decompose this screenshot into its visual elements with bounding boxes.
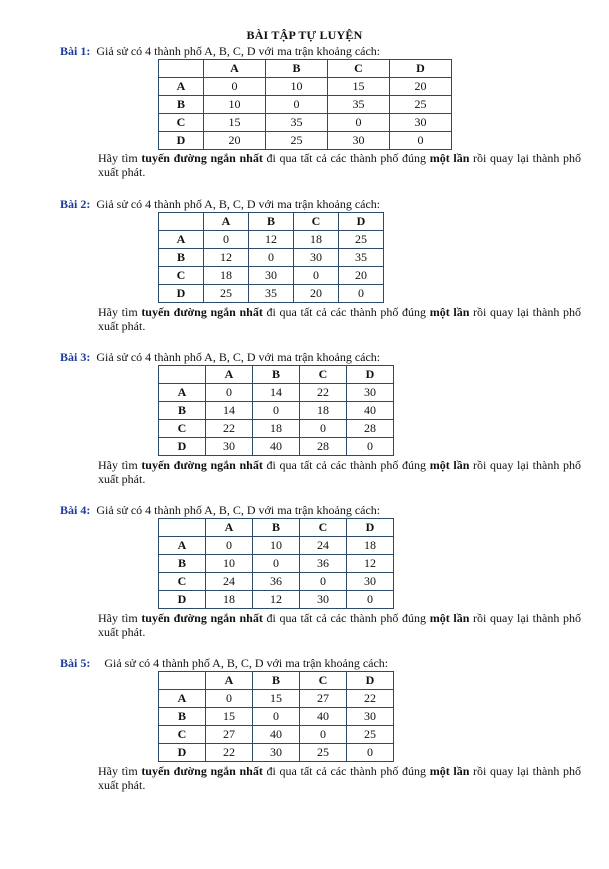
distance-cell: 12 xyxy=(347,555,394,573)
table-row xyxy=(159,726,394,744)
column-header: A xyxy=(206,519,253,537)
column-header: A xyxy=(206,672,253,690)
distance-cell: 35 xyxy=(339,249,384,267)
table-row xyxy=(159,78,452,96)
table-corner-cell xyxy=(159,366,206,384)
column-header: A xyxy=(204,60,266,78)
distance-cell: 40 xyxy=(347,402,394,420)
distance-cell: 0 xyxy=(294,267,339,285)
question-text: Hãy tìm xyxy=(98,305,142,319)
column-header: D xyxy=(347,366,394,384)
exercise-1 xyxy=(0,44,609,184)
distance-cell: 0 xyxy=(249,249,294,267)
distance-cell: 25 xyxy=(347,726,394,744)
exercise-intro: Giả sử có 4 thành phố A, B, C, D với ma trận khoảng cách: xyxy=(96,44,381,58)
distance-cell: 40 xyxy=(253,438,300,456)
question-emphasis: một lần xyxy=(429,305,470,319)
question-text: rồi quay lại thành phố xuất phát. xyxy=(98,458,581,486)
row-header: B xyxy=(159,555,206,573)
table-row xyxy=(159,591,394,609)
question-emphasis: tuyến đường ngắn nhất xyxy=(141,611,263,625)
distance-cell: 10 xyxy=(266,78,328,96)
distance-cell: 22 xyxy=(300,384,347,402)
distance-cell: 0 xyxy=(206,384,253,402)
question-text: rồi quay lại thành phố xuất phát. xyxy=(98,764,581,792)
question-text: Hãy tìm xyxy=(98,764,142,778)
distance-cell: 0 xyxy=(347,744,394,762)
distance-matrix-table xyxy=(158,59,452,150)
distance-cell: 30 xyxy=(390,114,452,132)
distance-cell: 30 xyxy=(328,132,390,150)
exercise-5 xyxy=(0,656,609,796)
distance-cell: 12 xyxy=(204,249,249,267)
column-header: B xyxy=(253,519,300,537)
column-header: B xyxy=(266,60,328,78)
distance-cell: 20 xyxy=(204,132,266,150)
distance-cell: 24 xyxy=(206,573,253,591)
column-header: D xyxy=(347,672,394,690)
distance-cell: 0 xyxy=(328,114,390,132)
table-row xyxy=(159,537,394,555)
distance-cell: 27 xyxy=(206,726,253,744)
distance-cell: 0 xyxy=(204,78,266,96)
column-header: A xyxy=(204,213,249,231)
distance-cell: 18 xyxy=(294,231,339,249)
question-emphasis: tuyến đường ngắn nhất xyxy=(141,151,263,165)
table-row xyxy=(159,402,394,420)
distance-cell: 30 xyxy=(249,267,294,285)
table-row xyxy=(159,744,394,762)
distance-cell: 14 xyxy=(253,384,300,402)
table-header-row xyxy=(159,366,394,384)
exercise-question xyxy=(98,305,581,333)
distance-cell: 25 xyxy=(204,285,249,303)
distance-cell: 10 xyxy=(206,555,253,573)
table-row xyxy=(159,384,394,402)
exercise-3 xyxy=(0,350,609,490)
question-emphasis: một lần xyxy=(429,151,470,165)
exercise-intro: Giả sử có 4 thành phố A, B, C, D với ma trận khoảng cách: xyxy=(96,503,381,517)
row-header: A xyxy=(159,78,204,96)
question-text: đi qua tất cả các thành phố đúng xyxy=(262,305,430,319)
table-row xyxy=(159,114,452,132)
table-corner-cell xyxy=(159,672,206,690)
distance-cell: 36 xyxy=(300,555,347,573)
question-emphasis: một lần xyxy=(429,458,470,472)
row-header: D xyxy=(159,132,204,150)
row-header: B xyxy=(159,96,204,114)
distance-cell: 0 xyxy=(339,285,384,303)
exercise-label: Bài 1: xyxy=(60,44,91,58)
row-header: A xyxy=(159,231,204,249)
row-header: B xyxy=(159,402,206,420)
table-row xyxy=(159,690,394,708)
exercise-intro: Giả sử có 4 thành phố A, B, C, D với ma trận khoảng cách: xyxy=(96,350,381,364)
exercise-question xyxy=(98,764,581,792)
table-row xyxy=(159,249,384,267)
distance-cell: 0 xyxy=(204,231,249,249)
distance-cell: 25 xyxy=(300,744,347,762)
page-title: BÀI TẬP TỰ LUYỆN xyxy=(246,28,363,42)
table-corner-cell xyxy=(159,213,204,231)
distance-cell: 25 xyxy=(390,96,452,114)
distance-cell: 0 xyxy=(347,438,394,456)
row-header: D xyxy=(159,438,206,456)
table-corner-cell xyxy=(159,60,204,78)
distance-cell: 15 xyxy=(204,114,266,132)
distance-cell: 20 xyxy=(294,285,339,303)
distance-cell: 0 xyxy=(206,690,253,708)
distance-cell: 22 xyxy=(206,744,253,762)
column-header: B xyxy=(253,366,300,384)
question-text: Hãy tìm xyxy=(98,151,142,165)
exercise-question xyxy=(98,151,581,179)
distance-cell: 12 xyxy=(253,591,300,609)
question-emphasis: tuyến đường ngắn nhất xyxy=(141,458,263,472)
question-emphasis: tuyến đường ngắn nhất xyxy=(141,764,263,778)
column-header: D xyxy=(390,60,452,78)
table-row xyxy=(159,573,394,591)
row-header: A xyxy=(159,690,206,708)
distance-cell: 0 xyxy=(253,402,300,420)
distance-cell: 0 xyxy=(253,708,300,726)
distance-cell: 40 xyxy=(300,708,347,726)
question-emphasis: một lần xyxy=(429,764,470,778)
distance-cell: 10 xyxy=(204,96,266,114)
distance-cell: 15 xyxy=(328,78,390,96)
exercise-label: Bài 4: xyxy=(60,503,91,517)
row-header: B xyxy=(159,249,204,267)
distance-cell: 20 xyxy=(390,78,452,96)
table-header-row xyxy=(159,519,394,537)
exercise-intro: Giả sử có 4 thành phố A, B, C, D với ma trận khoảng cách: xyxy=(104,656,389,670)
distance-cell: 18 xyxy=(253,420,300,438)
row-header: D xyxy=(159,285,204,303)
distance-cell: 15 xyxy=(253,690,300,708)
question-text: đi qua tất cả các thành phố đúng xyxy=(262,764,430,778)
distance-matrix-table xyxy=(158,212,384,303)
distance-cell: 35 xyxy=(328,96,390,114)
row-header: D xyxy=(159,591,206,609)
question-emphasis: một lần xyxy=(429,611,470,625)
distance-cell: 0 xyxy=(253,555,300,573)
question-text: đi qua tất cả các thành phố đúng xyxy=(262,611,430,625)
table-row xyxy=(159,555,394,573)
question-text: rồi quay lại thành phố xuất phát. xyxy=(98,305,581,333)
question-emphasis: tuyến đường ngắn nhất xyxy=(141,305,263,319)
distance-cell: 28 xyxy=(300,438,347,456)
distance-cell: 22 xyxy=(206,420,253,438)
distance-cell: 0 xyxy=(266,96,328,114)
column-header: C xyxy=(300,672,347,690)
table-row xyxy=(159,438,394,456)
exercise-heading xyxy=(60,656,388,670)
distance-cell: 30 xyxy=(347,708,394,726)
column-header: D xyxy=(339,213,384,231)
exercise-heading xyxy=(60,44,380,58)
row-header: C xyxy=(159,114,204,132)
row-header: A xyxy=(159,537,206,555)
distance-matrix-table xyxy=(158,518,394,609)
row-header: B xyxy=(159,708,206,726)
row-header: D xyxy=(159,744,206,762)
distance-cell: 35 xyxy=(249,285,294,303)
column-header: C xyxy=(300,519,347,537)
distance-cell: 24 xyxy=(300,537,347,555)
column-header: D xyxy=(347,519,394,537)
distance-cell: 30 xyxy=(294,249,339,267)
distance-cell: 22 xyxy=(347,690,394,708)
column-header: B xyxy=(253,672,300,690)
distance-cell: 14 xyxy=(206,402,253,420)
exercise-4 xyxy=(0,503,609,643)
question-text: Hãy tìm xyxy=(98,458,142,472)
row-header: C xyxy=(159,726,206,744)
distance-cell: 0 xyxy=(300,420,347,438)
exercise-label: Bài 5: xyxy=(60,656,91,670)
distance-cell: 10 xyxy=(253,537,300,555)
distance-cell: 36 xyxy=(253,573,300,591)
distance-cell: 30 xyxy=(206,438,253,456)
row-header: C xyxy=(159,267,204,285)
row-header: A xyxy=(159,384,206,402)
exercise-intro: Giả sử có 4 thành phố A, B, C, D với ma trận khoảng cách: xyxy=(96,197,381,211)
distance-cell: 0 xyxy=(300,726,347,744)
table-header-row xyxy=(159,672,394,690)
distance-cell: 30 xyxy=(300,591,347,609)
distance-cell: 30 xyxy=(253,744,300,762)
row-header: C xyxy=(159,420,206,438)
table-corner-cell xyxy=(159,519,206,537)
table-row xyxy=(159,285,384,303)
column-header: A xyxy=(206,366,253,384)
table-row xyxy=(159,708,394,726)
distance-matrix-table xyxy=(158,365,394,456)
exercise-question xyxy=(98,611,581,639)
distance-cell: 18 xyxy=(300,402,347,420)
distance-cell: 40 xyxy=(253,726,300,744)
table-row xyxy=(159,231,384,249)
column-header: C xyxy=(294,213,339,231)
row-header: C xyxy=(159,573,206,591)
column-header: C xyxy=(300,366,347,384)
question-text: rồi quay lại thành phố xuất phát. xyxy=(98,611,581,639)
distance-cell: 15 xyxy=(206,708,253,726)
exercise-2 xyxy=(0,197,609,337)
exercise-label: Bài 2: xyxy=(60,197,91,211)
distance-cell: 28 xyxy=(347,420,394,438)
column-header: C xyxy=(328,60,390,78)
distance-cell: 18 xyxy=(204,267,249,285)
table-header-row xyxy=(159,213,384,231)
exercise-heading xyxy=(60,197,380,211)
question-text: rồi quay lại thành phố xuất phát. xyxy=(98,151,581,179)
distance-cell: 0 xyxy=(300,573,347,591)
question-text: đi qua tất cả các thành phố đúng xyxy=(262,458,430,472)
distance-cell: 35 xyxy=(266,114,328,132)
table-row xyxy=(159,420,394,438)
column-header: B xyxy=(249,213,294,231)
table-header-row xyxy=(159,60,452,78)
distance-cell: 30 xyxy=(347,573,394,591)
table-row xyxy=(159,267,384,285)
distance-cell: 0 xyxy=(390,132,452,150)
table-row xyxy=(159,132,452,150)
question-text: Hãy tìm xyxy=(98,611,142,625)
distance-cell: 20 xyxy=(339,267,384,285)
distance-cell: 0 xyxy=(347,591,394,609)
distance-cell: 0 xyxy=(206,537,253,555)
distance-matrix-table xyxy=(158,671,394,762)
distance-cell: 18 xyxy=(206,591,253,609)
distance-cell: 12 xyxy=(249,231,294,249)
distance-cell: 30 xyxy=(347,384,394,402)
exercise-label: Bài 3: xyxy=(60,350,91,364)
distance-cell: 27 xyxy=(300,690,347,708)
distance-cell: 25 xyxy=(339,231,384,249)
question-text: đi qua tất cả các thành phố đúng xyxy=(262,151,430,165)
exercise-heading xyxy=(60,350,380,364)
distance-cell: 25 xyxy=(266,132,328,150)
table-row xyxy=(159,96,452,114)
exercise-question xyxy=(98,458,581,486)
distance-cell: 18 xyxy=(347,537,394,555)
exercise-heading xyxy=(60,503,380,517)
